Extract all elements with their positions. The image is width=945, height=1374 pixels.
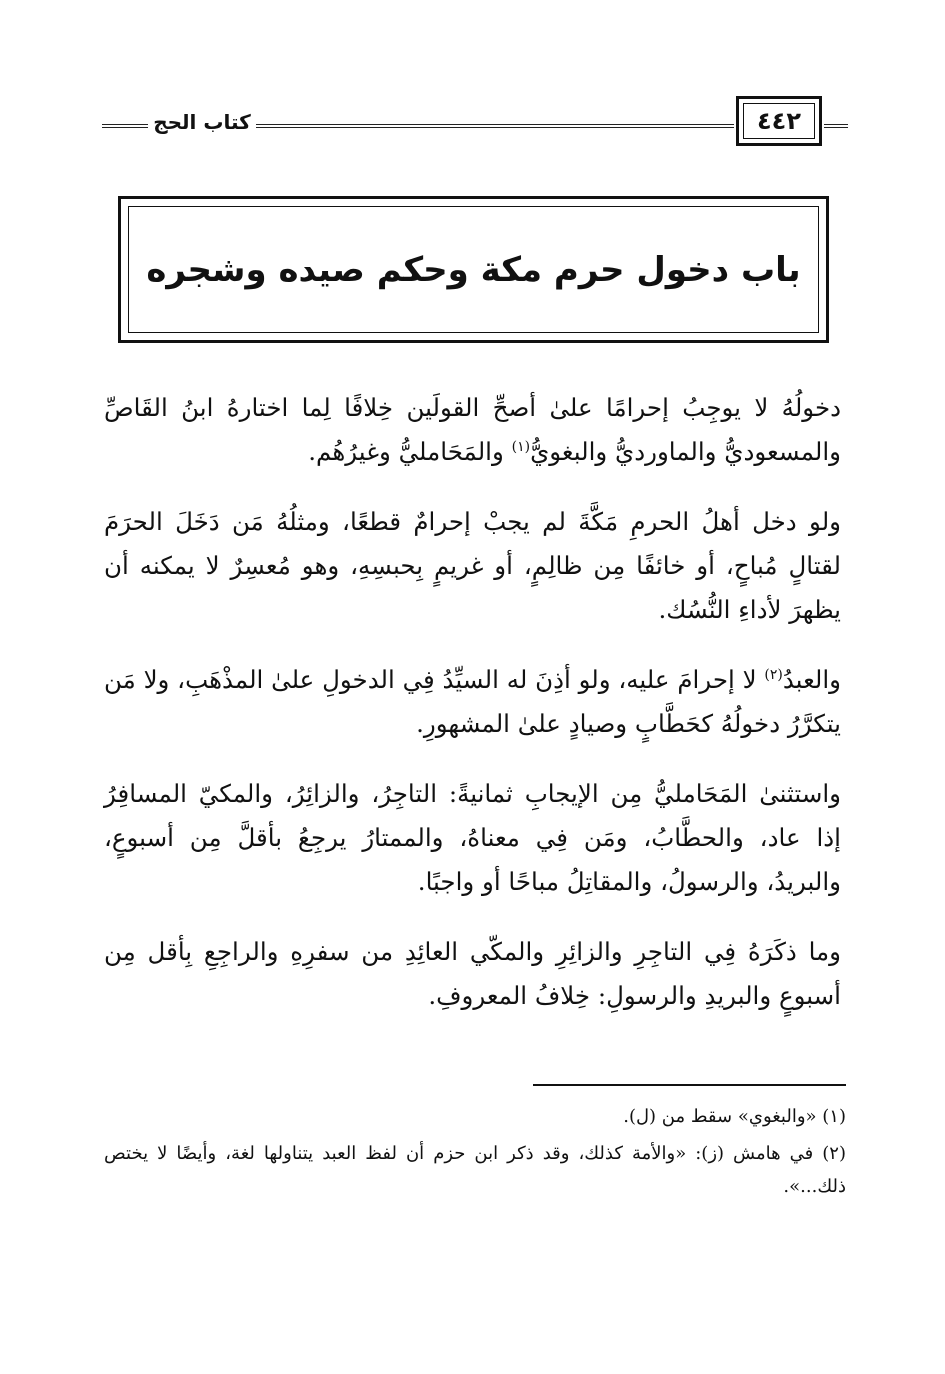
page-header	[0, 0, 945, 160]
chapter-title: باب دخول حرم مكة وحكم صيده وشجره	[146, 249, 801, 290]
header-rule-right	[824, 124, 848, 128]
paragraph-3: والعبدُ$^{(٢)}$ لا إحرامَ عليه، ولو أذِنَ له السيِّدُ فِي الدخولِ علىٰ المذْهَبِ، ولا مَن يتكرَّرُ دخولُهُ كحَطَّابٍ وصيادٍ علىٰ المشهورِ.	[104, 665, 841, 738]
header-rule-left	[102, 124, 148, 128]
paragraph-1: دخولُهُ لا يوجِبُ إحرامًا علىٰ أصحِّ القولَين خِلافًا لِما اختارهُ ابنُ القَاصِّ والمسعوديُّ والماورديُّ والبغويُّ$^{(١)}$ والمَحَامليُّ وغيرُهُم.	[104, 393, 841, 466]
footnote-marker-1: (١)	[511, 438, 531, 455]
paragraph-5: وما ذكَرَهُ فِي التاجِرِ والزائِرِ والمكّي العائِدِ من سفرِهِ والراجِعِ بِأقل مِن أسبوعٍ والبريدِ والرسولِ: خِلافُ المعروفِ.	[104, 937, 841, 1010]
footnote-separator	[533, 1084, 846, 1086]
footnote-marker-2: (٢)	[764, 666, 783, 683]
running-title: كتاب الحج	[153, 110, 251, 134]
page-number-box	[736, 96, 822, 146]
header-rule-middle	[256, 124, 734, 128]
chapter-title-frame	[118, 196, 829, 343]
page-number: ٤٤٢	[743, 103, 815, 139]
footnotes	[104, 1100, 846, 1207]
paragraph-4: واستثنىٰ المَحَامليُّ مِن الإيجابِ ثمانيةً: التاجِرُ، والزائِرُ، والمكيّ المسافِرُ إذا عاد، والحطَّابُ، ومَن فِي معناهُ، والممتارُ يرجِعُ بأقلَّ مِن أسبوعٍ، والبريدُ، والرسولُ، والمقاتِلُ مباحًا أو واجبًا.	[104, 779, 841, 896]
main-text	[104, 386, 841, 1044]
footnote-1: (١) «والبغوي» سقط من (ل).	[623, 1106, 846, 1127]
footnote-2: (٢) في هامش (ز): «والأمة كذلك، وقد ذكر ابن حزم أن لفظ العبد يتناولها لغة، وأيضًا لا يختص ذلك...».	[104, 1143, 846, 1197]
paragraph-2: ولو دخل أهلُ الحرمِ مَكَّةَ لم يجبْ إحرامٌ قطعًا، ومثلُهُ مَن دَخَلَ الحرَمَ لقتالٍ مُباحٍ، أو خائفًا مِن ظالِمٍ، أو غريمٍ بِحبسِهِ، وهو مُعسِرٌ لا يمكنه أن يظهرَ لأداءِ النُّسُك.	[104, 507, 841, 624]
